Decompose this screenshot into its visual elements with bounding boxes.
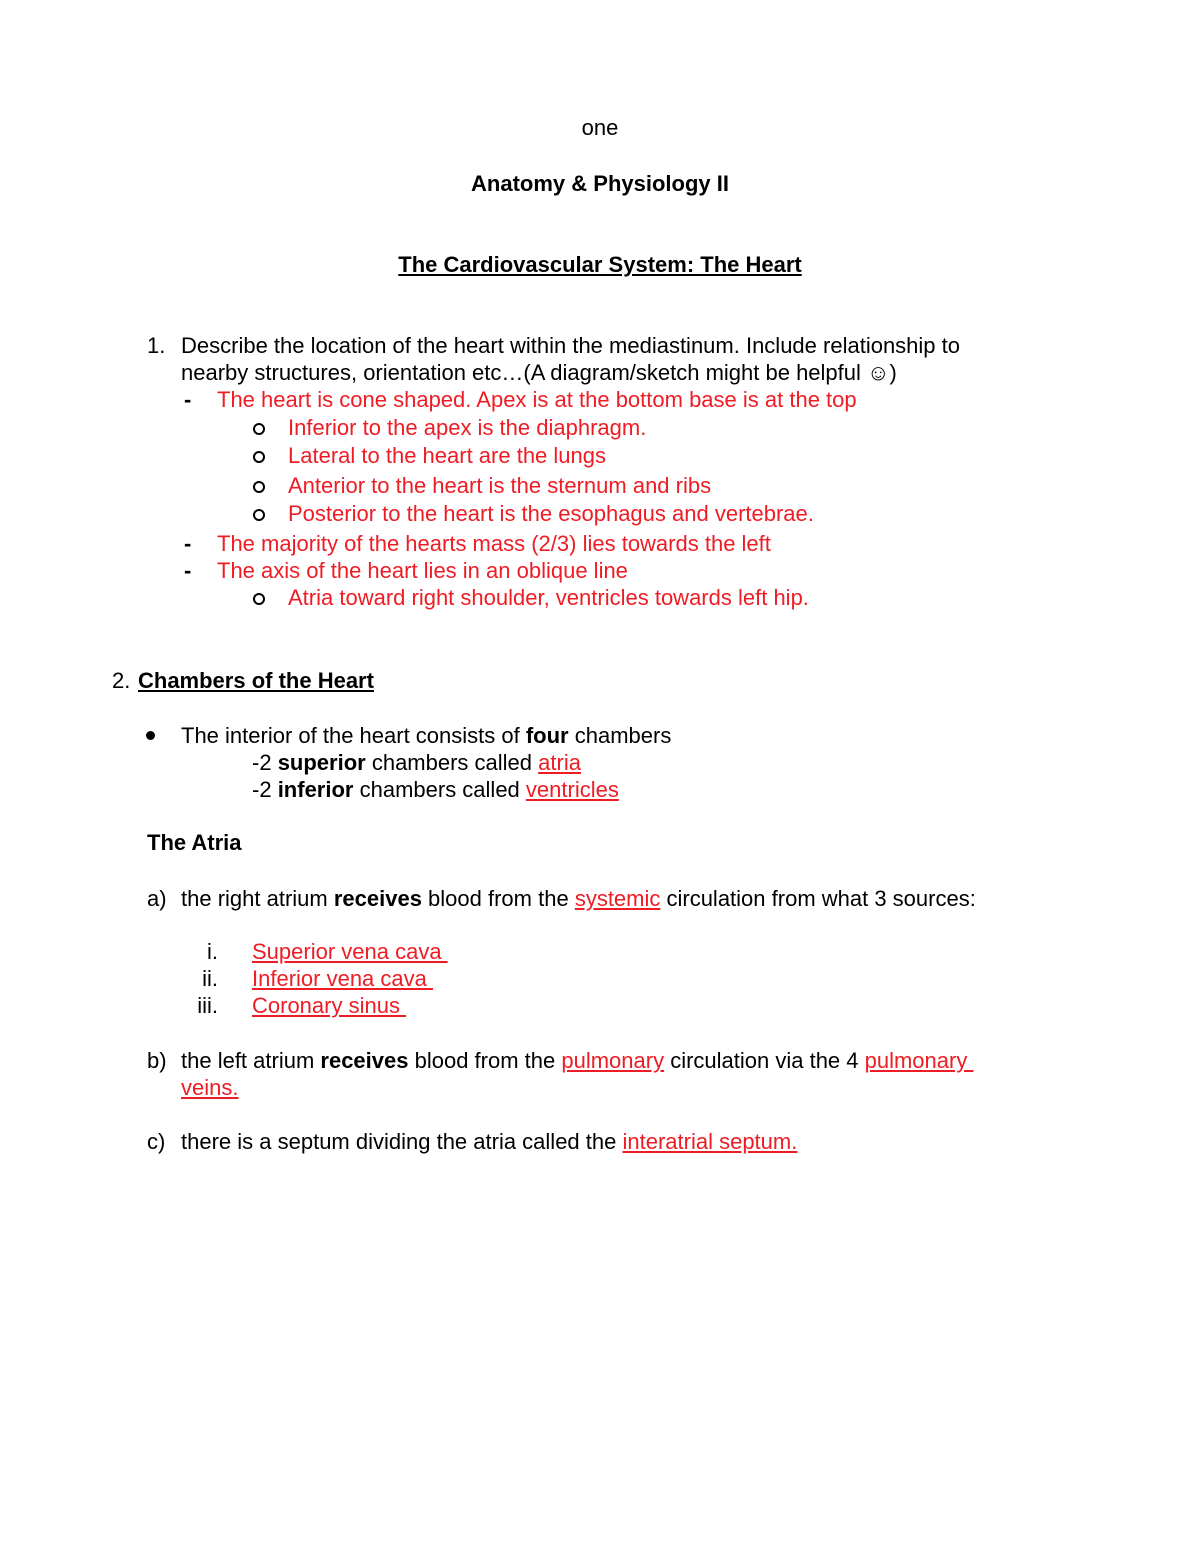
q1-answer-2: Inferior to the apex is the diaphragm. [288,415,647,440]
q1-answer-7: The axis of the heart lies in an oblique line [217,558,628,583]
source-inferior-vena-cava: Inferior vena cava [252,966,433,991]
item-c-text: there is a septum dividing the atria called the interatrial septum. [181,1129,798,1154]
circle-bullet-icon [253,481,265,493]
source-number: i. [207,939,218,964]
q2-number: 2. [112,668,131,693]
inferior-chambers-line: -2 inferior chambers called ventricles [252,777,619,802]
source-coronary-sinus: Coronary sinus [252,993,407,1018]
q1-number: 1. [147,333,166,358]
bullet-dot-icon [146,731,155,740]
item-a-label: a) [147,886,167,911]
q1-prompt-line1: Describe the location of the heart within the mediastinum. Include relationship to [181,333,960,358]
item-b-text-line2: veins. [181,1075,239,1100]
circle-bullet-icon [253,593,265,605]
item-a-text: the right atrium receives blood from the systemic circulation from what 3 sources: [181,886,976,911]
page-label: one [581,115,619,140]
circle-bullet-icon [253,423,265,435]
item-b-text-line1: the left atrium receives blood from the pulmonary circulation via the 4 pulmonary [181,1048,974,1073]
q1-answer-8: Atria toward right shoulder, ventricles towards left hip. [288,585,809,610]
q1-prompt-line2: nearby structures, orientation etc…(A diagram/sketch might be helpful ☺) [181,360,897,385]
q1-answer-6: The majority of the hearts mass (2/3) lies towards the left [217,531,771,556]
q1-answer-5: Posterior to the heart is the esophagus and vertebrae. [288,501,814,526]
item-b-label: b) [147,1048,167,1073]
chapter-title: The Cardiovascular System: The Heart [398,252,802,277]
superior-chambers-line: -2 superior chambers called atria [252,750,581,775]
q2-heading: Chambers of the Heart [138,668,374,693]
circle-bullet-icon [253,451,265,463]
item-c-label: c) [147,1129,166,1154]
q1-answer-1: The heart is cone shaped. Apex is at the bottom base is at the top [217,387,857,412]
q1-answer-3: Lateral to the heart are the lungs [288,443,606,468]
dash-marker: - [184,531,192,556]
q1-answer-4: Anterior to the heart is the sternum and ribs [288,473,712,498]
source-superior-vena-cava: Superior vena cava [252,939,448,964]
source-number: ii. [202,966,218,991]
source-number: iii. [197,993,218,1018]
atria-heading: The Atria [147,830,242,855]
dash-marker: - [184,387,192,412]
circle-bullet-icon [253,509,265,521]
chambers-sentence: The interior of the heart consists of four chambers [181,723,672,748]
course-title: Anatomy & Physiology II [471,171,729,196]
dash-marker: - [184,558,192,583]
